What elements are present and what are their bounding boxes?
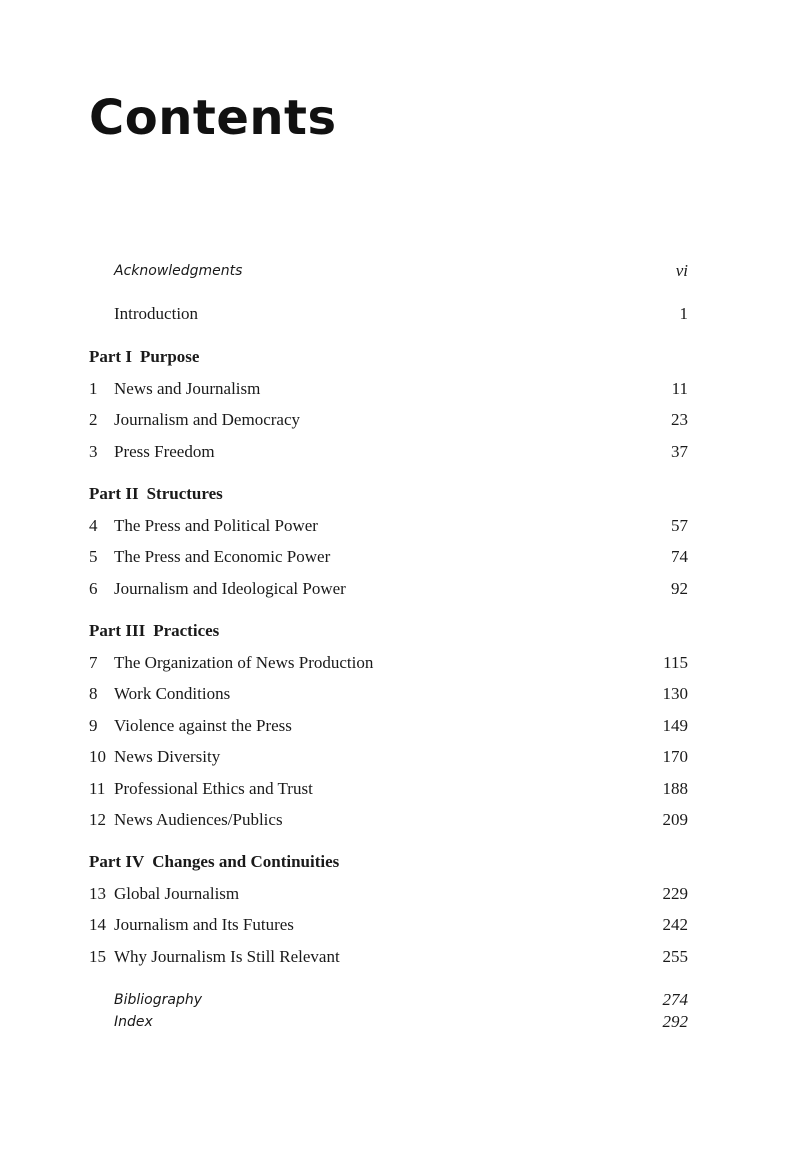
chapter-number: 5 <box>89 547 98 566</box>
chapter-title: Journalism and Its Futures <box>114 915 294 934</box>
toc-chapter[interactable] <box>89 883 688 905</box>
chapter-page: 170 <box>662 747 688 766</box>
toc-chapter[interactable] <box>89 946 688 968</box>
chapter-title: News Audiences/Publics <box>114 810 283 829</box>
chapter-title: Professional Ethics and Trust <box>114 779 313 798</box>
chapter-number: 15 <box>89 947 106 966</box>
part-number: Part IV <box>89 852 145 871</box>
toc-chapter[interactable] <box>89 715 688 737</box>
chapter-number: 1 <box>89 379 98 398</box>
chapter-number: 9 <box>89 716 98 735</box>
toc-chapter[interactable] <box>89 378 688 400</box>
entry-page: 1 <box>679 304 688 323</box>
chapter-title: Journalism and Democracy <box>114 410 300 429</box>
part-title: Practices <box>153 621 220 640</box>
toc-chapter[interactable] <box>89 578 688 600</box>
chapter-title: Violence against the Press <box>114 716 292 735</box>
chapter-title: The Organization of News Production <box>114 653 374 672</box>
chapter-page: 229 <box>662 884 688 903</box>
entry-label: Bibliography <box>114 992 202 1008</box>
chapter-number: 8 <box>89 684 98 703</box>
chapter-title: Work Conditions <box>114 684 231 703</box>
part-number: Part I <box>89 347 132 366</box>
chapter-title: News and Journalism <box>114 379 261 398</box>
page-title: Contents <box>89 90 337 147</box>
chapter-page: 130 <box>662 684 688 703</box>
chapter-number: 4 <box>89 516 98 535</box>
chapter-page: 37 <box>671 442 688 461</box>
chapter-page: 209 <box>662 810 688 829</box>
chapter-number: 2 <box>89 410 98 429</box>
toc-chapter[interactable] <box>89 914 688 936</box>
chapter-page: 23 <box>671 410 688 429</box>
chapter-page: 188 <box>662 779 688 798</box>
part-title: Changes and Continuities <box>152 852 340 871</box>
part-heading <box>89 620 219 642</box>
part-title: Purpose <box>139 347 200 366</box>
toc-chapter[interactable] <box>89 809 688 831</box>
toc-chapter[interactable] <box>89 652 688 674</box>
toc-chapter[interactable] <box>89 409 688 431</box>
entry-page: 292 <box>662 1012 688 1031</box>
chapter-title: Journalism and Ideological Power <box>114 579 346 598</box>
toc-chapter[interactable] <box>89 546 688 568</box>
chapter-number: 3 <box>89 442 98 461</box>
toc-chapter[interactable] <box>89 441 688 463</box>
toc-entry-acknowledgments[interactable] <box>89 260 688 282</box>
entry-label: Index <box>114 1014 153 1030</box>
entry-page: 274 <box>662 990 688 1009</box>
chapter-title: Global Journalism <box>114 884 240 903</box>
part-title: Structures <box>146 484 223 503</box>
entry-page: vi <box>675 261 688 280</box>
chapter-number: 7 <box>89 653 98 672</box>
chapter-page: 149 <box>662 716 688 735</box>
part-number: Part II <box>89 484 139 503</box>
entry-label: Introduction <box>114 304 199 323</box>
chapter-page: 115 <box>663 653 688 672</box>
toc-chapter[interactable] <box>89 515 688 537</box>
toc-entry-index[interactable] <box>89 1011 688 1033</box>
chapter-number: 12 <box>89 810 106 829</box>
part-heading <box>89 483 223 505</box>
chapter-page: 255 <box>662 947 688 966</box>
toc-chapter[interactable] <box>89 746 688 768</box>
chapter-page: 74 <box>671 547 688 566</box>
chapter-number: 6 <box>89 579 98 598</box>
toc-entry-introduction[interactable] <box>89 303 688 325</box>
chapter-title: News Diversity <box>114 747 221 766</box>
toc-entry-bibliography[interactable] <box>89 989 688 1011</box>
part-number: Part III <box>89 621 146 640</box>
chapter-number: 13 <box>89 884 106 903</box>
chapter-number: 11 <box>89 779 106 798</box>
part-heading <box>89 346 199 368</box>
chapter-page: 242 <box>662 915 688 934</box>
chapter-title: Why Journalism Is Still Relevant <box>114 947 340 966</box>
chapter-page: 11 <box>671 379 688 398</box>
toc-chapter[interactable] <box>89 683 688 705</box>
chapter-number: 14 <box>89 915 106 934</box>
chapter-number: 10 <box>89 747 106 766</box>
chapter-page: 92 <box>671 579 688 598</box>
chapter-page: 57 <box>671 516 688 535</box>
chapter-title: Press Freedom <box>114 442 215 461</box>
chapter-title: The Press and Economic Power <box>114 547 331 566</box>
toc-chapter[interactable] <box>89 778 688 800</box>
chapter-title: The Press and Political Power <box>114 516 318 535</box>
part-heading <box>89 851 339 873</box>
entry-label: Acknowledgments <box>114 263 243 279</box>
